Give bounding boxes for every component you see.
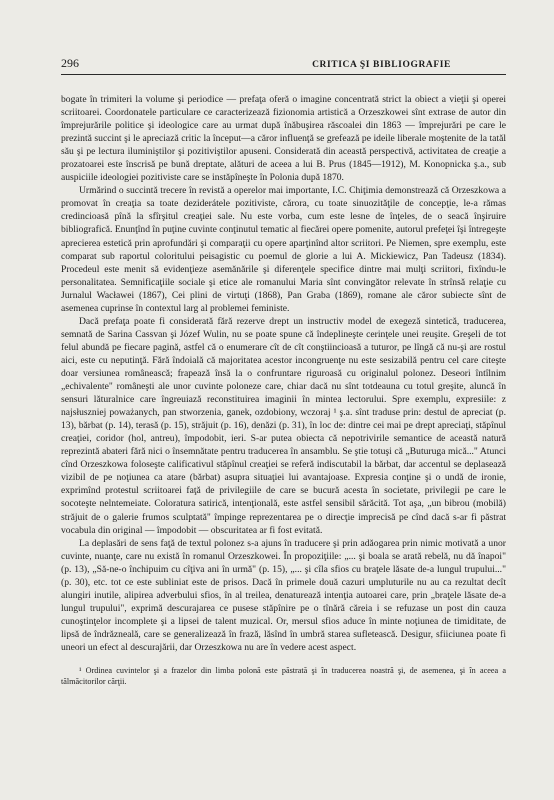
paragraph: Urmărind o succintă trecere în revistă a operelor mai importante, I.C. Chiţimia demonstrează că Orzeszkowa a promovat în creaţia sa toate deziderátele pozitiviste, cărora, cu toate sinuozităţile de concepţie, le-a rămas credincioasă pînă la sfîrşitul creaţiei sale. Nu este vorba, cum este lesne de înţeles, de o seacă înşiruire bibliografică. Enunţînd în puţine cuvinte conţinutul tematic al fiecărei opere pomenite, autorul prefeţei îşi întregeşte aprecierea estetică prin aprofundări şi comparaţii cu opere aparţinînd altor scriitori. Pe Niemen, spre exemplu, este comparat sub raportul coloritului peisagistic cu poemul de glorie a lui A. Mickiewicz, Pan Tadeusz (1834). Procedeul este menit să evidenţieze asemănările şi diferenţele specifice dintre mai mulţi scriitori, fixîndu-le personalitatea. Semnificaţiile sociale şi etice ale romanului Maria sînt convingător relevate în strînsă relaţie cu Jurnalul Wacławei (1867), Cei plini de virtuţi (1868), Pan Graba (1869), romane ale căror subiecte sînt de asemenea cuprinse în contextul larg al problemei feministe. [61,185,506,314]
running-title: CRITICA ŞI BIBLIOGRAFIE [312,60,451,70]
footnote: ¹ Ordinea cuvintelor şi a frazelor din limba polonă este păstrată şi în traducerea noastră şi, de asemenea, şi în aceea a tălmăcitorilor cărţii. [61,666,506,686]
page-number: 296 [61,56,79,70]
paragraph: Dacă prefaţa poate fi considerată fără rezerve drept un instructiv model de exegeză sintetică, traducerea, semnată de Sarina Cassvan şi Józef Wulin, nu se poate spune că îndeplineşte cerinţele unei reuşite. Greşeli de tot felul abundă pe fiecare pagină, astfel că o enumerare cît de cît conştiincioasă a tuturor, pe lîngă că nu-şi are rostul aici, este cu neputinţă. Fără îndoială că majoritatea acestor incongruenţe nu este sesizabilă pentru cel care citeşte doar versiunea românească; frapează însă la o confruntare riguroasă cu originalul polonez. Deseori întîlnim „echivalente" româneşti ale unor cuvinte poloneze care, chiar dacă nu sînt totdeauna cu totul greşite, aluncă în sensuri lăturalnice care îngreuiază reconstituirea imaginii în mintea lectorului. Spre exemplu, expresiile: z najsłuszniej poważanych, pan stworzenia, ganek, ozdobiony, wczoraj ¹ ş.a. sînt traduse prin: destul de apreciat (p. 13), bărbat (p. 14), terasă (p. 15), străjuit (p. 16), denăzi (p. 31), în loc de: dintre cei mai pe drept apreciaţi, stăpînul creaţiei, coridor (hol, antreu), împodobit, ieri. S-ar putea obiecta că nepotrivirile semantice de această natură reprezintă abateri fără nici o însemnătate pentru traducerea în ansamblu. Se ştie totuşi că „Buturuga mică..." Atunci cînd Orzeszkowa foloseşte calificativul stăpînul creaţiei se referă indiscutabil la bărbat, dar accentul se deplasează vizibil de pe noţiunea ca atare (bărbat) asupra situaţiei lui avantajoase. Expresia conţine şi o undă de ironie, exprimînd protestul scriitoarei faţă de privilegiile de care se bucură acesta în societate, privilegii pe care le socoteşte nelntemeiate. Coloratura satirică, intenţională, este astfel sensibil sărăcită. Tot aşa, „un bibrou (mobilă) străjuit de o galerie frumos sculptată" împinge reprezentarea pe o direcţie imprecisă pe cînd dacă s-ar fi păstrat vocabula din original — împodobit — obscuritatea ar fi fost evitată. [61,315,506,536]
running-head [61,56,506,75]
paragraph: bogate în trimiteri la volume şi periodice — prefaţa oferă o imagine concentrată strict la obiect a vieţii şi operei scriitoarei. Coordonatele particulare ce caracterizează fizionomia artistică a Orzeszkowei sînt extrase de autor din împrejurările politice şi ideologice care au urmat după înăbuşirea răscoalei din 1863 — împrejurări pe care le prezintă succint şi le apreciază critic la început—a căror influenţă se grefează pe ideile liberale moştenite de la tatăl său şi pe lectura iluminiştilor şi pozitiviştilor apuseni. Considerată din această perspectivă, activitatea de creaţie a prozatoarei este înscrisă pe bună dreptate, alături de aceea a lui B. Prus (1845—1912), M. Konopnicka ş.a., sub auspiciile ideologiei pozitiviste care se instăpîneşte în Polonia după 1870. [61,94,506,184]
body-text [61,93,506,654]
paragraph: La deplasări de sens faţă de textul polonez s-a ajuns în traducere şi prin adăogarea prin nimic motivată a unor cuvinte, nuanţe, care nu există în romanul Orzeszkowei. În propoziţiile: „... şi boala se arată rebelă, nu dă înapoi" (p. 13), „Să-ne-o închipuim cu cîţiva ani în urmă" (p. 15), „... şi cîla sfios cu braţele lăsate de-a lungul trupului..." (p. 30), etc. tot ce este subliniat este de prisos. Dacă în primele două cazuri umpluturile nu au ca rezultat decît alungiri inutile, alipirea adverbului sfios, în al treilea, denaturează intenţia autoarei care, prin „braţele lăsate de-a lungul trupului", exprimă descurajarea ce pusese stăpînire pe o tînără căreia i se refuzase un post din cauza cunoştinţelor incomplete şi a lipsei de talent muzical. Or, mersul sfios aduce în minte noţiunea de timiditate, de lipsă de îndrăzneală, care se generalizează în frază, lăsînd în umbră starea sufletească. Desigur, sfiiciunea poate fi uneori un efect al descurajării, dar Orzeszkowa nu are în vedere acest aspect. [61,537,506,653]
